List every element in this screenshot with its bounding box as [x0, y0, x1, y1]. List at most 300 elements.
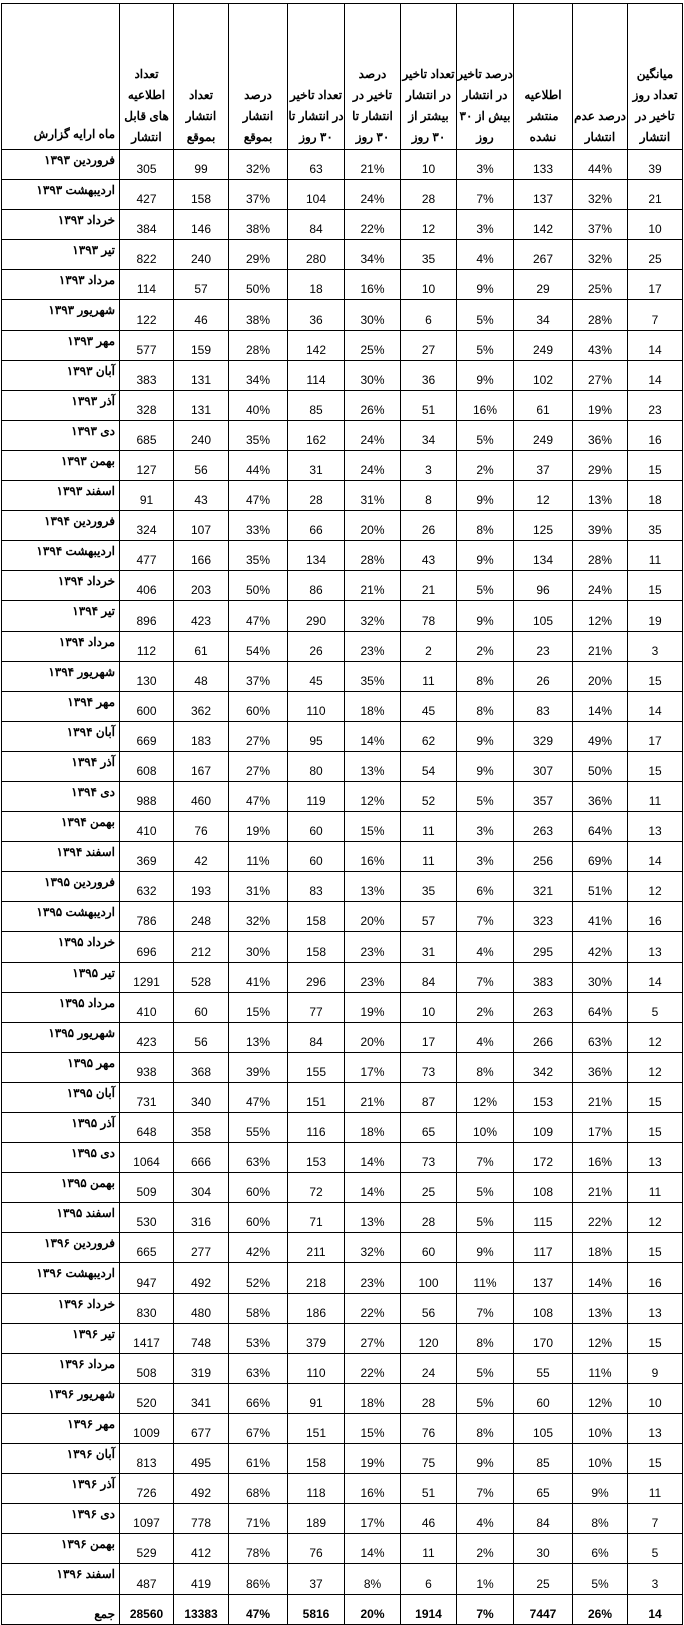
value-cell: 15: [628, 450, 683, 480]
value-cell: 47%: [229, 781, 288, 811]
value-cell: 18%: [345, 1113, 401, 1143]
value-cell: 2%: [457, 992, 514, 1022]
value-cell: 22%: [573, 1203, 628, 1233]
value-cell: 240: [174, 240, 229, 270]
month-cell: آذر ۱۳۹۶: [2, 1474, 120, 1504]
table-row: [2, 992, 683, 1022]
month-cell: دی ۱۳۹۴: [2, 781, 120, 811]
value-cell: 137: [514, 1263, 573, 1293]
month-cell: آذر ۱۳۹۴: [2, 751, 120, 781]
value-cell: 203: [174, 571, 229, 601]
month-cell: خرداد ۱۳۹۵: [2, 932, 120, 962]
value-cell: 240: [174, 420, 229, 450]
value-cell: 166: [174, 541, 229, 571]
value-cell: 159: [174, 330, 229, 360]
value-cell: 1%: [457, 1564, 514, 1594]
value-cell: 34%: [345, 240, 401, 270]
value-cell: 12%: [345, 781, 401, 811]
value-cell: 118: [288, 1474, 345, 1504]
header-unpublished-count: اطلاعیه منتشر نشده: [514, 4, 573, 150]
value-cell: 28: [288, 481, 345, 511]
value-cell: 34: [401, 420, 457, 450]
value-cell: 119: [288, 781, 345, 811]
table-row: [2, 450, 683, 480]
value-cell: 35%: [345, 661, 401, 691]
value-cell: 19: [628, 601, 683, 631]
value-cell: 52%: [229, 1263, 288, 1293]
value-cell: 9: [628, 1353, 683, 1383]
value-cell: 9%: [457, 721, 514, 751]
month-cell: تیر ۱۳۹۳: [2, 240, 120, 270]
month-cell: اسفند ۱۳۹۳: [2, 481, 120, 511]
table-row: [2, 721, 683, 751]
value-cell: 34%: [229, 360, 288, 390]
value-cell: 487: [120, 1564, 174, 1594]
value-cell: 20%: [573, 661, 628, 691]
value-cell: 11: [628, 541, 683, 571]
value-cell: 384: [120, 210, 174, 240]
table-row: [2, 1444, 683, 1474]
month-cell: اردیبهشت ۱۳۹۵: [2, 902, 120, 932]
value-cell: 9%: [457, 541, 514, 571]
total-cell: 7447: [514, 1594, 573, 1624]
value-cell: 11: [401, 842, 457, 872]
header-publishable-count: تعداد اطلاعیه های قابل انتشار: [120, 4, 174, 150]
value-cell: 21: [401, 571, 457, 601]
value-cell: 608: [120, 751, 174, 781]
value-cell: 39: [628, 150, 683, 180]
value-cell: 28%: [229, 330, 288, 360]
value-cell: 2%: [457, 631, 514, 661]
value-cell: 73: [401, 1143, 457, 1173]
value-cell: 427: [120, 180, 174, 210]
header-delay-over30-count: تعداد تاخیر در انتشار بیشتر از ۳۰ روز: [401, 4, 457, 150]
value-cell: 36: [288, 300, 345, 330]
value-cell: 10: [401, 150, 457, 180]
value-cell: 263: [514, 992, 573, 1022]
value-cell: 35: [401, 872, 457, 902]
value-cell: 47%: [229, 1082, 288, 1112]
value-cell: 158: [288, 902, 345, 932]
value-cell: 492: [174, 1474, 229, 1504]
value-cell: 509: [120, 1173, 174, 1203]
value-cell: 13: [628, 812, 683, 842]
value-cell: 1009: [120, 1413, 174, 1443]
value-cell: 40%: [229, 390, 288, 420]
month-cell: خرداد ۱۳۹۴: [2, 571, 120, 601]
value-cell: 16%: [345, 1474, 401, 1504]
value-cell: 60%: [229, 1173, 288, 1203]
value-cell: 63: [288, 150, 345, 180]
value-cell: 61: [514, 390, 573, 420]
table-row: [2, 1173, 683, 1203]
value-cell: 60: [401, 1233, 457, 1263]
value-cell: 11: [628, 781, 683, 811]
value-cell: 91: [288, 1383, 345, 1413]
value-cell: 115: [514, 1203, 573, 1233]
month-cell: آبان ۱۳۹۵: [2, 1082, 120, 1112]
month-cell: آذر ۱۳۹۳: [2, 390, 120, 420]
value-cell: 36: [401, 360, 457, 390]
value-cell: 8%: [457, 1413, 514, 1443]
value-cell: 9%: [457, 751, 514, 781]
table-row: [2, 1113, 683, 1143]
value-cell: 32%: [573, 180, 628, 210]
table-row: [2, 1052, 683, 1082]
value-cell: 28%: [345, 541, 401, 571]
value-cell: 14%: [573, 691, 628, 721]
value-cell: 60: [174, 992, 229, 1022]
value-cell: 11%: [229, 842, 288, 872]
value-cell: 13%: [345, 751, 401, 781]
value-cell: 18%: [345, 1383, 401, 1413]
value-cell: 151: [288, 1413, 345, 1443]
value-cell: 66%: [229, 1383, 288, 1413]
table-row: [2, 1323, 683, 1353]
value-cell: 56: [401, 1293, 457, 1323]
value-cell: 520: [120, 1383, 174, 1413]
value-cell: 38%: [229, 300, 288, 330]
value-cell: 186: [288, 1293, 345, 1323]
value-cell: 12%: [573, 601, 628, 631]
value-cell: 10: [401, 992, 457, 1022]
value-cell: 17%: [345, 1504, 401, 1534]
value-cell: 158: [288, 1444, 345, 1474]
table-row: [2, 1082, 683, 1112]
value-cell: 3%: [457, 210, 514, 240]
value-cell: 13: [628, 932, 683, 962]
value-cell: 32%: [229, 902, 288, 932]
month-cell: مهر ۱۳۹۴: [2, 691, 120, 721]
value-cell: 51%: [573, 872, 628, 902]
value-cell: 17: [628, 721, 683, 751]
value-cell: 66: [288, 511, 345, 541]
value-cell: 91: [120, 481, 174, 511]
value-cell: 669: [120, 721, 174, 751]
value-cell: 30: [514, 1534, 573, 1564]
value-cell: 32%: [229, 150, 288, 180]
month-cell: فروردین ۱۳۹۵: [2, 872, 120, 902]
value-cell: 51: [401, 1474, 457, 1504]
value-cell: 30%: [573, 962, 628, 992]
value-cell: 146: [174, 210, 229, 240]
table-row: [2, 962, 683, 992]
month-cell: اردیبهشت ۱۳۹۳: [2, 180, 120, 210]
value-cell: 32%: [345, 1233, 401, 1263]
value-cell: 6: [401, 1564, 457, 1594]
value-cell: 9%: [457, 481, 514, 511]
value-cell: 15: [628, 1113, 683, 1143]
table-row: [2, 1564, 683, 1594]
value-cell: 155: [288, 1052, 345, 1082]
value-cell: 29%: [573, 450, 628, 480]
value-cell: 37: [288, 1564, 345, 1594]
month-cell: اسفند ۱۳۹۶: [2, 1564, 120, 1594]
value-cell: 36%: [573, 420, 628, 450]
value-cell: 731: [120, 1082, 174, 1112]
value-cell: 96: [514, 571, 573, 601]
value-cell: 24%: [345, 450, 401, 480]
value-cell: 3%: [457, 842, 514, 872]
value-cell: 8: [401, 481, 457, 511]
value-cell: 60%: [229, 1203, 288, 1233]
value-cell: 10: [401, 270, 457, 300]
table-row: [2, 330, 683, 360]
value-cell: 15: [628, 1323, 683, 1353]
value-cell: 19%: [229, 812, 288, 842]
value-cell: 107: [174, 511, 229, 541]
value-cell: 23: [628, 390, 683, 420]
value-cell: 63%: [229, 1143, 288, 1173]
value-cell: 60: [288, 842, 345, 872]
header-report-month: ماه ارایه گزارش: [2, 4, 120, 150]
value-cell: 50%: [573, 751, 628, 781]
value-cell: 28: [401, 1203, 457, 1233]
value-cell: 28%: [573, 541, 628, 571]
value-cell: 786: [120, 902, 174, 932]
month-cell: دی ۱۳۹۳: [2, 420, 120, 450]
value-cell: 37: [514, 450, 573, 480]
value-cell: 12: [401, 210, 457, 240]
value-cell: 12%: [573, 1323, 628, 1353]
value-cell: 323: [514, 902, 573, 932]
value-cell: 530: [120, 1203, 174, 1233]
value-cell: 34: [514, 300, 573, 330]
value-cell: 21%: [573, 1173, 628, 1203]
value-cell: 13: [628, 1413, 683, 1443]
value-cell: 47%: [229, 481, 288, 511]
value-cell: 65: [514, 1474, 573, 1504]
value-cell: 304: [174, 1173, 229, 1203]
value-cell: 23%: [345, 962, 401, 992]
value-cell: 44%: [229, 450, 288, 480]
value-cell: 988: [120, 781, 174, 811]
value-cell: 13%: [573, 1293, 628, 1323]
month-cell: شهریور ۱۳۹۵: [2, 1022, 120, 1052]
value-cell: 15: [628, 1082, 683, 1112]
value-cell: 73: [401, 1052, 457, 1082]
value-cell: 947: [120, 1263, 174, 1293]
value-cell: 30%: [229, 932, 288, 962]
header-delay-over30-percent: درصد تاخیر در انتشار بیش از ۳۰ روز: [457, 4, 514, 150]
value-cell: 8%: [457, 691, 514, 721]
table-row: [2, 932, 683, 962]
table-row: [2, 661, 683, 691]
value-cell: 36%: [573, 1052, 628, 1082]
table-row: [2, 300, 683, 330]
header-unpublished-percent: درصد عدم انتشار: [573, 4, 628, 150]
value-cell: 50%: [229, 270, 288, 300]
value-cell: 41%: [573, 902, 628, 932]
month-cell: مرداد ۱۳۹۵: [2, 992, 120, 1022]
value-cell: 10: [628, 210, 683, 240]
value-cell: 42: [174, 842, 229, 872]
value-cell: 5: [628, 992, 683, 1022]
value-cell: 8%: [457, 1323, 514, 1353]
value-cell: 35: [628, 511, 683, 541]
value-cell: 114: [120, 270, 174, 300]
value-cell: 27%: [573, 360, 628, 390]
value-cell: 56: [174, 1022, 229, 1052]
value-cell: 577: [120, 330, 174, 360]
value-cell: 480: [174, 1293, 229, 1323]
value-cell: 266: [514, 1022, 573, 1052]
value-cell: 9%: [457, 270, 514, 300]
month-cell: آبان ۱۳۹۴: [2, 721, 120, 751]
value-cell: 9%: [457, 360, 514, 390]
value-cell: 13%: [573, 481, 628, 511]
value-cell: 5%: [457, 300, 514, 330]
value-cell: 16: [628, 420, 683, 450]
value-cell: 12: [628, 872, 683, 902]
value-cell: 248: [174, 902, 229, 932]
value-cell: 29%: [229, 240, 288, 270]
value-cell: 10: [628, 1383, 683, 1413]
value-cell: 3: [628, 631, 683, 661]
value-cell: 85: [288, 390, 345, 420]
total-cell: 14: [628, 1594, 683, 1624]
value-cell: 410: [120, 992, 174, 1022]
value-cell: 305: [120, 150, 174, 180]
month-cell: شهریور ۱۳۹۶: [2, 1383, 120, 1413]
month-cell: اردیبهشت ۱۳۹۶: [2, 1263, 120, 1293]
value-cell: 321: [514, 872, 573, 902]
value-cell: 340: [174, 1082, 229, 1112]
value-cell: 183: [174, 721, 229, 751]
value-cell: 5%: [457, 1203, 514, 1233]
value-cell: 4%: [457, 932, 514, 962]
value-cell: 7%: [457, 180, 514, 210]
value-cell: 31%: [345, 481, 401, 511]
value-cell: 19%: [345, 992, 401, 1022]
table-row: [2, 1022, 683, 1052]
month-cell: مرداد ۱۳۹۶: [2, 1353, 120, 1383]
month-cell: دی ۱۳۹۶: [2, 1504, 120, 1534]
value-cell: 4%: [457, 1504, 514, 1534]
value-cell: 12%: [573, 1383, 628, 1413]
value-cell: 368: [174, 1052, 229, 1082]
value-cell: 131: [174, 390, 229, 420]
value-cell: 14: [628, 842, 683, 872]
value-cell: 9%: [457, 1233, 514, 1263]
month-cell: مهر ۱۳۹۵: [2, 1052, 120, 1082]
total-cell: 5816: [288, 1594, 345, 1624]
month-cell: فروردین ۱۳۹۴: [2, 511, 120, 541]
value-cell: 17: [628, 270, 683, 300]
value-cell: 3%: [457, 812, 514, 842]
value-cell: 256: [514, 842, 573, 872]
value-cell: 8%: [457, 511, 514, 541]
value-cell: 896: [120, 601, 174, 631]
table-row: [2, 1353, 683, 1383]
month-cell: فروردین ۱۳۹۶: [2, 1233, 120, 1263]
value-cell: 36%: [573, 781, 628, 811]
value-cell: 24%: [573, 571, 628, 601]
value-cell: 379: [288, 1323, 345, 1353]
table-row: [2, 1504, 683, 1534]
value-cell: 1064: [120, 1143, 174, 1173]
table-row: [2, 1413, 683, 1443]
value-cell: 37%: [573, 210, 628, 240]
value-cell: 108: [514, 1173, 573, 1203]
value-cell: 25: [628, 240, 683, 270]
value-cell: 15: [628, 661, 683, 691]
value-cell: 158: [288, 932, 345, 962]
value-cell: 45: [401, 691, 457, 721]
value-cell: 290: [288, 601, 345, 631]
value-cell: 63%: [229, 1353, 288, 1383]
value-cell: 131: [174, 360, 229, 390]
value-cell: 7%: [457, 1143, 514, 1173]
disclosure-delay-table: [1, 3, 683, 1625]
value-cell: 21%: [345, 1082, 401, 1112]
value-cell: 11%: [573, 1353, 628, 1383]
value-cell: 76: [288, 1534, 345, 1564]
value-cell: 17%: [345, 1052, 401, 1082]
value-cell: 28: [401, 180, 457, 210]
value-cell: 23: [514, 631, 573, 661]
month-cell: بهمن ۱۳۹۶: [2, 1534, 120, 1564]
value-cell: 18%: [345, 691, 401, 721]
value-cell: 277: [174, 1233, 229, 1263]
value-cell: 938: [120, 1052, 174, 1082]
value-cell: 25%: [573, 270, 628, 300]
value-cell: 104: [288, 180, 345, 210]
value-cell: 130: [120, 661, 174, 691]
month-cell: مهر ۱۳۹۶: [2, 1413, 120, 1443]
value-cell: 696: [120, 932, 174, 962]
value-cell: 75: [401, 1444, 457, 1474]
table-row: [2, 420, 683, 450]
value-cell: 18: [628, 481, 683, 511]
value-cell: 295: [514, 932, 573, 962]
value-cell: 9%: [457, 601, 514, 631]
value-cell: 20%: [345, 511, 401, 541]
month-cell: مرداد ۱۳۹۳: [2, 270, 120, 300]
value-cell: 22%: [345, 210, 401, 240]
value-cell: 50%: [229, 571, 288, 601]
value-cell: 21%: [345, 150, 401, 180]
value-cell: 15%: [345, 812, 401, 842]
value-cell: 383: [514, 962, 573, 992]
table-row: [2, 481, 683, 511]
month-cell: مرداد ۱۳۹۴: [2, 631, 120, 661]
value-cell: 7%: [457, 902, 514, 932]
value-cell: 25: [401, 1173, 457, 1203]
value-cell: 296: [288, 962, 345, 992]
month-cell: اسفند ۱۳۹۵: [2, 1203, 120, 1233]
total-row: [2, 1594, 683, 1624]
value-cell: 508: [120, 1353, 174, 1383]
total-cell: 20%: [345, 1594, 401, 1624]
table-row: [2, 1474, 683, 1504]
value-cell: 53%: [229, 1323, 288, 1353]
value-cell: 142: [288, 330, 345, 360]
value-cell: 120: [401, 1323, 457, 1353]
value-cell: 830: [120, 1293, 174, 1323]
value-cell: 249: [514, 420, 573, 450]
header-ontime-count: تعداد انتشار بموقع: [174, 4, 229, 150]
value-cell: 14%: [573, 1263, 628, 1293]
value-cell: 35: [401, 240, 457, 270]
total-cell: 47%: [229, 1594, 288, 1624]
value-cell: 7: [628, 300, 683, 330]
value-cell: 170: [514, 1323, 573, 1353]
value-cell: 5%: [457, 420, 514, 450]
table-row: [2, 210, 683, 240]
table-row: [2, 541, 683, 571]
table-row: [2, 781, 683, 811]
